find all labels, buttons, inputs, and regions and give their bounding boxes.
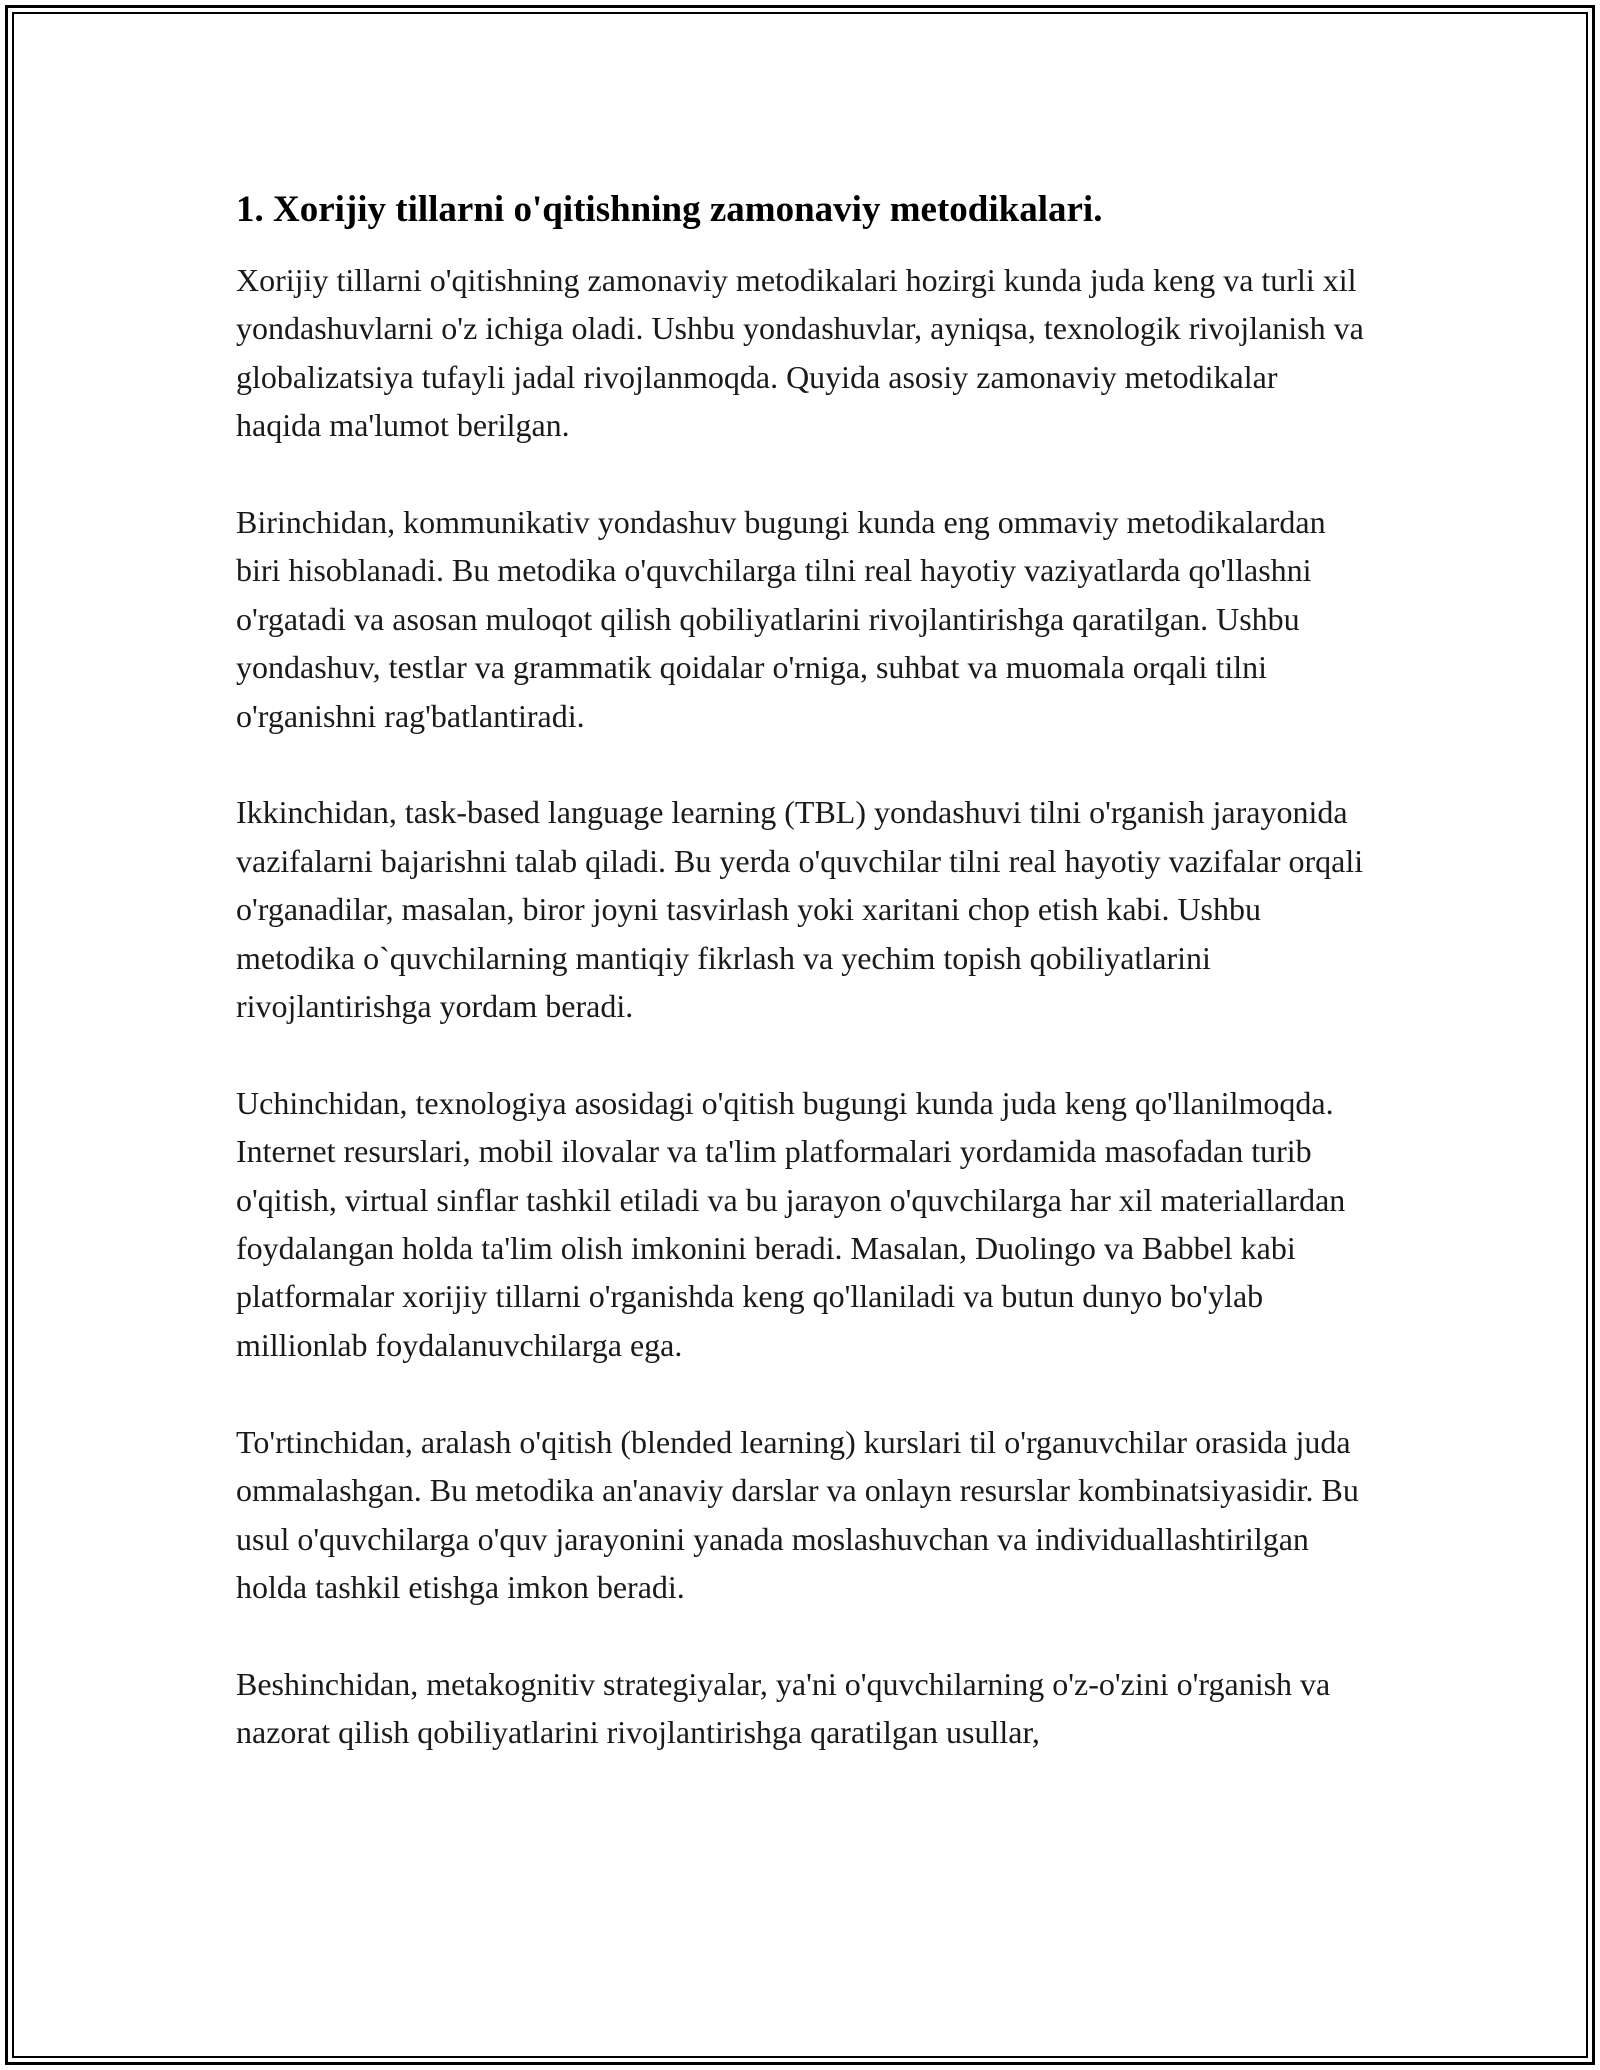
paragraph-metacognitive-strategies: Beshinchidan, metakognitiv strategiyalar, ya'ni o'quvchilarning o'z-o'zini o'rganish va nazorat qilish qobiliyatlarini rivojlantirishga qaratilgan usullar, <box>236 1665 1331 1751</box>
paragraph-intro: Xorijiy tillarni o'qitishning zamonaviy metodikalari hozirgi kunda juda keng va turli xil yondashuvlarni o'z ichiga oladi. Ushbu yondashuvlar, ayniqsa, texnologik rivojlanish va globalizatsiya tufayli jadal rivojlanmoqda. Quyida asosiy zamonaviy metodikalar haqida ma'lumot berilgan. <box>236 262 1364 444</box>
document-body <box>236 186 1366 1757</box>
section-heading: 1. Xorijiy tillarni o'qitishning zamonaviy metodikalari. <box>236 189 1103 230</box>
paragraph-technology-based-teaching: Uchinchidan, texnologiya asosidagi o'qitish bugungi kunda juda keng qo'llanilmoqda. Internet resurslari, mobil ilovalar va ta'lim platformalari yordamida masofadan turib o'qitish, virtual sinflar tashkil etiladi va bu jarayon o'quvchilarga har xil materiallardan foydalangan holda ta'lim olish imkonini beradi. Masalan, Duolingo va Babbel kabi platformalar xorijiy tillarni o'rganishda keng qo'llaniladi va butun dunyo bo'ylab millionlab foydalanuvchilarga ega. <box>236 1084 1346 1363</box>
paragraph-blended-learning: To'rtinchidan, aralash o'qitish (blended learning) kurslari til o'rganuvchilar orasida juda ommalashgan. Bu metodika an'anaviy darslar va onlayn resurslar kombinatsiyasidir. Bu usul o'quvchilarga o'quv jarayonini yanada moslashuvchan va individuallashtirilgan holda tashkil etishga imkon beradi. <box>236 1423 1359 1605</box>
paragraph-task-based-learning: Ikkinchidan, task-based language learning (TBL) yondashuvi tilni o'rganish jarayonida vazifalarni bajarishni talab qiladi. Bu yerda o'quvchilar tilni real hayotiy vazifalar orqali o'rganadilar, masalan, biror joyni tasvirlash yoki xaritani chop etish kabi. Ushbu metodika o`quvchilarning mantiqiy fikrlash va yechim topish qobiliyatlarini rivojlantirishga yordam beradi. <box>236 794 1364 1025</box>
paragraph-communicative-approach: Birinchidan, kommunikativ yondashuv bugungi kunda eng ommaviy metodikalardan biri hisoblanadi. Bu metodika o'quvchilarga tilni real hayotiy vaziyatlarda qo'llashni o'rgatadi va asosan muloqot qilish qobiliyatlarini rivojlantirishga qaratilgan. Ushbu yondashuv, testlar va grammatik qoidalar o'rniga, suhbat va muomala orqali tilni o'rganishni rag'batlantiradi. <box>236 504 1326 734</box>
